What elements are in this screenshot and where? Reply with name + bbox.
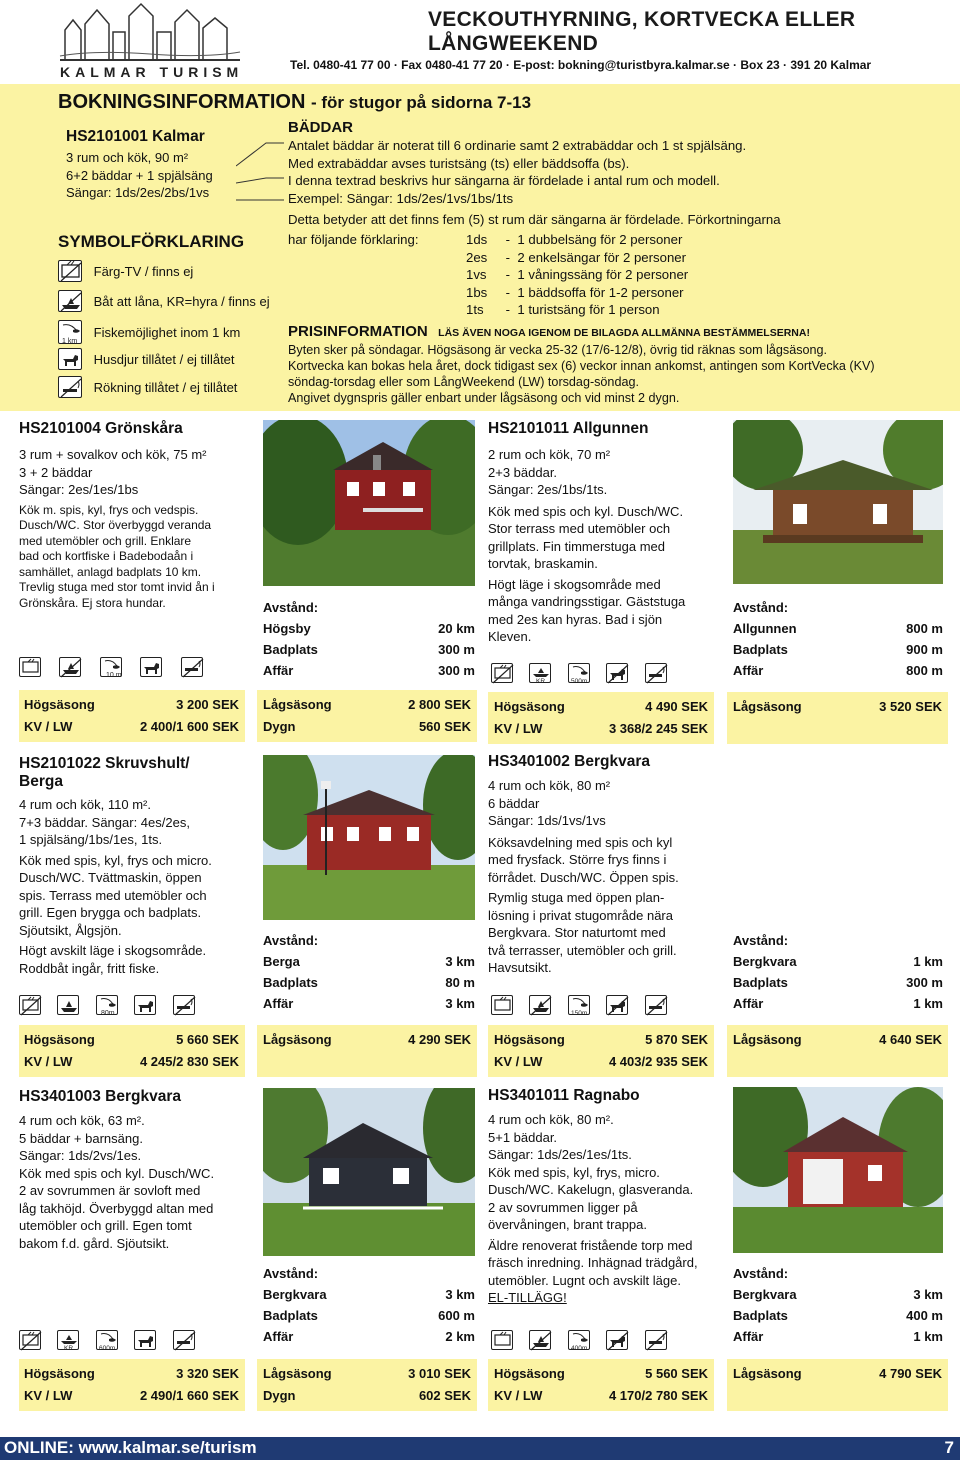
svg-text:KR: KR (64, 1345, 74, 1351)
price-box (19, 1025, 245, 1077)
smoking-icon (181, 657, 203, 677)
cabin-photo-allgunnen (733, 420, 943, 584)
desc-line: Grönskåra. Ej stora hundar. (19, 595, 166, 610)
desc-line: Rymlig stuga med öppen plan- (488, 890, 665, 905)
price-value: 4 170/2 780 SEK (608, 1388, 708, 1403)
cabin-photo-berga (263, 755, 475, 920)
cabin-bergkvara-002-info (488, 753, 723, 977)
symbols-title: SYMBOLFÖRKLARING (58, 232, 245, 251)
price-value: 5 560 SEK (645, 1366, 708, 1381)
price-value: 4 790 SEK (879, 1366, 942, 1381)
price-value: 4 290 SEK (408, 1032, 471, 1047)
cabin-name: HS3401011 Ragnabo (488, 1087, 640, 1104)
cabin-photo-gronskara (263, 420, 475, 586)
cabin-name: HS2101022 Skruvshult/ (19, 755, 190, 772)
cabin-photo-ragnabo (733, 1087, 943, 1253)
beds-line: Med extrabäddar avses turistsäng (ts) eller bäddsoffa (bs). (288, 155, 630, 171)
distance-title: Avstånd: (733, 1266, 789, 1281)
distance-row: Affär 300 m (263, 663, 475, 678)
beds-example: Exempel: Sängar: 1ds/2es/1vs/1bs/1ts (288, 190, 514, 206)
cabin-name: HS2101004 Grönskåra (19, 420, 183, 437)
price-label: KV / LW (494, 1054, 543, 1069)
tv-icon (19, 995, 41, 1015)
price-text (288, 342, 958, 406)
price-label: Lågsäsong (263, 697, 332, 712)
fishing-icon (568, 995, 590, 1015)
fishing-icon (96, 995, 118, 1015)
price-value: 2 490/1 660 SEK (139, 1388, 239, 1403)
page-number: 7 (944, 1438, 954, 1457)
desc-line: grillplats. Fin timmerstuga med (488, 538, 665, 554)
cabin-icons (19, 657, 203, 682)
distance-row: Högsby 20 km (263, 621, 475, 636)
cabin-bergkvara-003-info (19, 1088, 254, 1252)
desc-line: Äldre renoverat fristående torp med (488, 1237, 693, 1253)
cabin-line: Sängar: 1ds/1vs/1vs (488, 813, 606, 828)
price-label: Lågsäsong (733, 699, 802, 714)
footer-bar (0, 1437, 960, 1460)
price-label: Lågsäsong (263, 1366, 332, 1381)
price-label: KV / LW (24, 1388, 73, 1403)
desc-line: 2 av sovrummen är sovloft med (19, 1183, 201, 1198)
cabin-line: 5+1 bäddar. (488, 1129, 558, 1145)
price-value: 602 SEK (418, 1388, 471, 1403)
price-box (488, 1025, 714, 1077)
cabin-desc (488, 834, 723, 977)
sample-line: 6+2 bäddar + 1 spjälsäng (66, 167, 213, 183)
cabin-desc (19, 1165, 254, 1253)
cabin-line: 1 spjälsäng/1bs/1es, 1ts. (19, 832, 163, 847)
price-value: 3 320 SEK (176, 1366, 239, 1381)
desc-line: Kök med spis och kyl. Dusch/WC. (488, 503, 684, 519)
distance-block (263, 933, 475, 1011)
distance-row: Badplats 300 m (263, 642, 475, 657)
distance-row: Badplats 80 m (263, 975, 475, 990)
svg-text:80m: 80m (100, 1010, 115, 1016)
fishing-icon (100, 657, 122, 677)
booking-title: BOKNINGSINFORMATION - för stugor på sidorna 7-13 (58, 91, 532, 113)
sample-line: 3 rum och kök, 90 m² (66, 150, 189, 165)
cabin-icons (19, 995, 195, 1020)
dog-icon (140, 657, 162, 677)
price-box (488, 1359, 714, 1411)
price-line: söndag-torsdag eller som LångWeekend (LW) torsdag-söndag. (288, 375, 639, 389)
price-label: KV / LW (494, 1388, 543, 1403)
smoking-icon (645, 663, 667, 683)
cabin-icons (491, 663, 667, 688)
abbr-row: 1ts - 1 turistsäng för 1 person (466, 302, 660, 317)
price-label: Högsäsong (24, 1366, 95, 1381)
price-box (727, 1025, 948, 1077)
cabin-desc (488, 503, 723, 646)
cabin-line: Sängar: 2es/1es/1bs (19, 482, 139, 497)
distance-row: Berga 3 km (263, 954, 475, 969)
tv-icon (491, 1330, 513, 1350)
tv-icon (19, 1330, 41, 1350)
desc-line: Dusch/WC. Kakelugn, glasveranda. (488, 1182, 694, 1197)
desc-line: förrådet. Dusch/WC. Öppen spis. (488, 869, 679, 885)
desc-line: Roddbåt ingår, fritt fiske. (19, 960, 160, 976)
desc-line: Bergkvara. Stor naturtomt med (488, 925, 666, 940)
distance-row: Affär 800 m (733, 663, 943, 678)
price-label: KV / LW (494, 721, 543, 736)
fishing-icon (568, 663, 590, 683)
dog-icon (58, 348, 82, 370)
symbol-tv (58, 260, 298, 282)
distance-block (733, 1266, 943, 1344)
distance-row: Bergkvara 3 km (263, 1287, 475, 1302)
cabin-line: Sängar: 1ds/2es/1es/1ts. (488, 1147, 632, 1162)
abbr-row: 1bs - 1 bäddsoffa för 1-2 personer (466, 284, 684, 300)
price-label: Högsäsong (494, 699, 565, 714)
boat-icon (57, 1330, 79, 1350)
desc-line: övervåningen, brant trappa. (488, 1217, 647, 1232)
price-label: Lågsäsong (733, 1366, 802, 1381)
symbol-label: Husdjur tillåtet / ej tillåtet (93, 351, 235, 367)
beds-abbr-list (466, 231, 766, 319)
desc-line: två terrasser, utemöbler och grill. (488, 942, 677, 958)
boat-icon (57, 995, 79, 1015)
price-label: Dygn (263, 719, 296, 734)
distance-title: Avstånd: (263, 600, 319, 615)
beds-abbr-intro: har följande förklaring: (288, 232, 419, 247)
price-value: 2 800 SEK (408, 697, 471, 712)
cabin-name: HS3401002 Bergkvara (488, 753, 651, 770)
boat-icon (58, 290, 82, 312)
distance-row: Allgunnen 800 m (733, 621, 943, 636)
distance-row: Affär 3 km (263, 996, 475, 1011)
smoking-icon (645, 995, 667, 1015)
price-box (257, 1025, 477, 1077)
desc-line: Köksavdelning med spis och kyl (488, 834, 673, 850)
price-value: 5 660 SEK (176, 1032, 239, 1047)
desc-line: Kök med spis, kyl, frys och micro. (19, 852, 212, 868)
distance-row: Badplats 300 m (733, 975, 943, 990)
desc-line: låg takhöjd. Överbyggd altan med (19, 1200, 214, 1216)
price-line: Angivet dygnspris gäller enbart under lågsäsong och vid minst 2 dygn. (288, 391, 680, 405)
price-value: 5 870 SEK (645, 1032, 708, 1047)
cabin-photo-bergkvara-003 (263, 1088, 475, 1256)
price-label: Högsäsong (494, 1366, 565, 1381)
logo-text: KALMAR TURISM (60, 64, 244, 80)
sample-line: Sängar: 1ds/2es/2bs/1vs (66, 185, 210, 200)
cabin-icons (491, 1330, 667, 1355)
abbr-row: 1ds - 1 dubbelsäng för 2 personer (466, 232, 683, 247)
footer-link[interactable]: ONLINE: www.kalmar.se/turism (4, 1438, 257, 1457)
price-value: 4 640 SEK (879, 1032, 942, 1047)
desc-line: Kleven. (488, 629, 532, 644)
price-box (257, 690, 477, 742)
cabin-line: 7+3 bäddar. Sängar: 4es/2es, (19, 814, 190, 830)
desc-line: Kök m. spis, kyl, frys och vedspis. (19, 502, 199, 517)
price-box (19, 1359, 245, 1411)
smoking-icon (645, 1330, 667, 1350)
price-value: 3 010 SEK (408, 1366, 471, 1381)
desc-line: utemöbler och grill. Egen tomt (19, 1218, 192, 1233)
desc-line: torvtak, braskamin. (488, 556, 598, 571)
price-note: LÄS ÄVEN NOGA IGENOM DE BILAGDA ALLMÄNNA BESTÄMMELSERNA! (438, 327, 810, 339)
desc-line: spis. Terrass med utemöbler och (19, 887, 207, 903)
cabin-ragnabo-info (488, 1087, 723, 1307)
contact-line: Tel. 0480-41 77 00 · Fax 0480-41 77 20 · E-post: bokning@turistbyra.kalmar.se · Box 23 · 391 20 Kalmar (290, 58, 872, 72)
desc-line: Havsutsikt. (488, 960, 552, 975)
desc-line: Stor terrass med utemöbler och (488, 521, 671, 536)
distance-row: Bergkvara 1 km (733, 954, 943, 969)
dog-icon (606, 995, 628, 1015)
cabin-line: Sängar: 2es/1bs/1ts. (488, 482, 608, 497)
svg-text:150m: 150m (570, 1010, 588, 1016)
boat-icon (529, 1330, 551, 1350)
cabin-desc (488, 1164, 723, 1307)
beds-title: BÄDDAR (288, 119, 353, 136)
distance-row: Affär 2 km (263, 1329, 475, 1344)
beds-line: Detta betyder att det finns fem (5) st rum där sängarna är fördelade. Förkortningarna (288, 212, 781, 227)
desc-line: Kök med spis och kyl. Dusch/WC. (19, 1165, 215, 1181)
svg-text:KR: KR (536, 678, 546, 684)
svg-text:10 m: 10 m (105, 672, 122, 678)
distance-title: Avstånd: (263, 933, 319, 948)
distance-block (263, 1266, 475, 1344)
cabin-icons (19, 1330, 195, 1355)
page-title: VECKOUTHYRNING, KORTVECKA ELLER LÅNGWEEKEND (428, 8, 856, 55)
cabin-line: 3 + 2 bäddar (19, 464, 93, 480)
price-box (727, 1359, 948, 1411)
desc-line: bakom f.d. gård. Sjöutsikt. (19, 1235, 170, 1251)
price-value: 3 520 SEK (879, 699, 942, 714)
cabin-line: 5 bäddar + barnsäng. (19, 1130, 143, 1146)
svg-text:1 km: 1 km (62, 338, 78, 345)
desc-line: lösning i privat stugområde nära (488, 907, 673, 923)
cabin-line: 4 rum och kök, 110 m². (19, 797, 151, 812)
boat-icon (529, 995, 551, 1015)
abbr-row: 2es - 2 enkelsängar för 2 personer (466, 249, 687, 265)
distance-row: Badplats 900 m (733, 642, 943, 657)
tv-icon (491, 663, 513, 683)
cabin-line: Sängar: 1ds/2vs/1es. (19, 1148, 142, 1163)
symbol-fishing (58, 320, 298, 344)
beds-line: I denna textrad beskrivs hur sängarna är fördelade i antal rum och modell. (288, 173, 720, 188)
price-label: Lågsäsong (263, 1032, 332, 1047)
fishing-icon (568, 1330, 590, 1350)
fishing-icon (58, 320, 82, 344)
desc-line: utemöbler. Lugnt och avskilt läge. (488, 1272, 681, 1288)
cabin-line: 2 rum och kök, 70 m² (488, 447, 611, 462)
price-line: Byten sker på söndagar. Högsäsong är vecka 25-32 (17/6-12/8), övrig tid räknas som lågsäsong. (288, 343, 828, 357)
distance-row: Badplats 400 m (733, 1308, 943, 1323)
price-label: Högsäsong (494, 1032, 565, 1047)
cabin-desc (19, 852, 254, 978)
fishing-icon (96, 1330, 118, 1350)
desc-line: fräsch inredning. Inhägnad trädgård, (488, 1255, 698, 1270)
cabin-line: 6 bäddar (488, 795, 540, 811)
distance-row: Affär 1 km (733, 996, 943, 1011)
price-label: Högsäsong (24, 1032, 95, 1047)
sample-connector-lines (236, 138, 286, 218)
cabin-name: Berga (19, 773, 63, 790)
price-value: 4 490 SEK (645, 699, 708, 714)
price-box (19, 690, 245, 742)
price-label: Högsäsong (24, 697, 95, 712)
cabin-icons (491, 995, 667, 1020)
price-box (727, 692, 948, 744)
dog-icon (134, 995, 156, 1015)
cabin-allgunnen-info (488, 420, 723, 646)
cabin-line: 3 rum + sovalkov och kök, 75 m² (19, 447, 207, 462)
price-label: KV / LW (24, 719, 73, 734)
distance-title: Avstånd: (263, 1266, 319, 1281)
tv-icon (491, 995, 513, 1015)
desc-line: samhället, anlagd badplats 10 km. (19, 564, 202, 579)
dog-icon (134, 1330, 156, 1350)
cabin-name: HS3401003 Bergkvara (19, 1088, 182, 1105)
sample-cabin (66, 128, 213, 202)
desc-line: med frysfack. Större frys finns i (488, 852, 667, 867)
distance-row: Badplats 600 m (263, 1308, 475, 1323)
desc-line: många vandringsstigar. Gäststuga (488, 594, 686, 609)
desc-line: bad och kortfiske i Badebodaån i (19, 549, 194, 563)
beds-text (288, 137, 928, 229)
desc-line: med utemöbler och grill. Enklare (19, 533, 192, 548)
abbr-row: 1vs - 1 våningssäng för 2 personer (466, 267, 689, 282)
tv-icon (19, 657, 41, 677)
desc-line: Dusch/WC. Tvättmaskin, öppen (19, 870, 202, 885)
boat-icon (529, 663, 551, 683)
smoking-icon (173, 995, 195, 1015)
desc-line: Högt läge i skogsområde med (488, 576, 661, 592)
desc-line: grill. Egen brygga och badplats. (19, 905, 202, 920)
symbol-boat (58, 290, 298, 312)
desc-line: Sjöutsikt, Ålgsjön. (19, 922, 122, 938)
sample-name: HS2101001 Kalmar (66, 128, 205, 145)
desc-line: med 2es kan hyras. Bad i sjön (488, 611, 663, 627)
symbol-label: Fiskemöjlighet inom 1 km (93, 324, 241, 340)
symbol-label: Rökning tillåtet / ej tillåtet (93, 379, 238, 395)
price-info-heading (288, 323, 948, 341)
symbol-label: Båt att låna, KR=hyra / finns ej (93, 293, 270, 309)
cabin-berga-info (19, 755, 254, 977)
cabin-line: 4 rum och kök, 80 m². (488, 1112, 614, 1127)
price-value: 4 245/2 830 SEK (139, 1054, 239, 1069)
desc-line: Dusch/WC. Stor överbyggd veranda (19, 518, 212, 532)
distance-title: Avstånd: (733, 600, 789, 615)
price-line: Kortvecka kan bokas hela året, dock tidigast sex (6) veckor innan ankomst, antingen som KortVecka (KV) (288, 359, 875, 373)
price-box (257, 1359, 477, 1411)
distance-block (263, 600, 475, 678)
distance-row: Bergkvara 3 km (733, 1287, 943, 1302)
distance-row: Affär 1 km (733, 1329, 943, 1344)
desc-line: 2 av sovrummen ligger på (488, 1199, 638, 1215)
distance-block (733, 933, 943, 1011)
dog-icon (606, 663, 628, 683)
svg-text:400m: 400m (570, 1345, 588, 1351)
symbol-label: Färg-TV / finns ej (93, 263, 194, 279)
svg-text:500m: 500m (570, 678, 588, 684)
cabin-line: 2+3 bäddar. (488, 464, 558, 480)
smoking-icon (173, 1330, 195, 1350)
price-value: 2 400/1 600 SEK (139, 719, 239, 734)
price-value: 4 403/2 935 SEK (608, 1054, 708, 1069)
price-label: Dygn (263, 1388, 296, 1403)
price-label: Lågsäsong (733, 1032, 802, 1047)
beds-line: Antalet bäddar är noterat till 6 ordinarie samt 2 extrabäddar och 1 st spjälsäng. (288, 138, 747, 153)
cabin-name: HS2101011 Allgunnen (488, 420, 649, 437)
price-value: 3 200 SEK (176, 697, 239, 712)
cabin-line: 4 rum och kök, 63 m². (19, 1113, 145, 1128)
distance-title: Avstånd: (733, 933, 789, 948)
cabin-gronskara-info (19, 420, 254, 611)
desc-line: Högt avskilt läge i skogsområde. (19, 943, 207, 958)
price-label: KV / LW (24, 1054, 73, 1069)
extra-note: EL-TILLÄGG! (488, 1290, 567, 1305)
price-value: 3 368/2 245 SEK (608, 721, 708, 736)
cabin-line: 4 rum och kök, 80 m² (488, 778, 611, 793)
tv-icon (58, 260, 82, 282)
symbol-smoking (58, 376, 298, 398)
cabin-desc (19, 503, 254, 612)
price-box (488, 692, 714, 744)
desc-line: Kök med spis, kyl, frys, micro. (488, 1164, 660, 1180)
desc-line: Trevlig stuga med stor tomt invid ån i (19, 580, 215, 594)
price-value: 560 SEK (418, 719, 471, 734)
dog-icon (606, 1330, 628, 1350)
distance-block (733, 600, 943, 678)
symbol-dog (58, 348, 298, 370)
smoking-icon (58, 376, 82, 398)
svg-text:600m: 600m (98, 1345, 116, 1351)
boat-icon (59, 657, 81, 677)
price-title: PRISINFORMATION (288, 323, 428, 340)
